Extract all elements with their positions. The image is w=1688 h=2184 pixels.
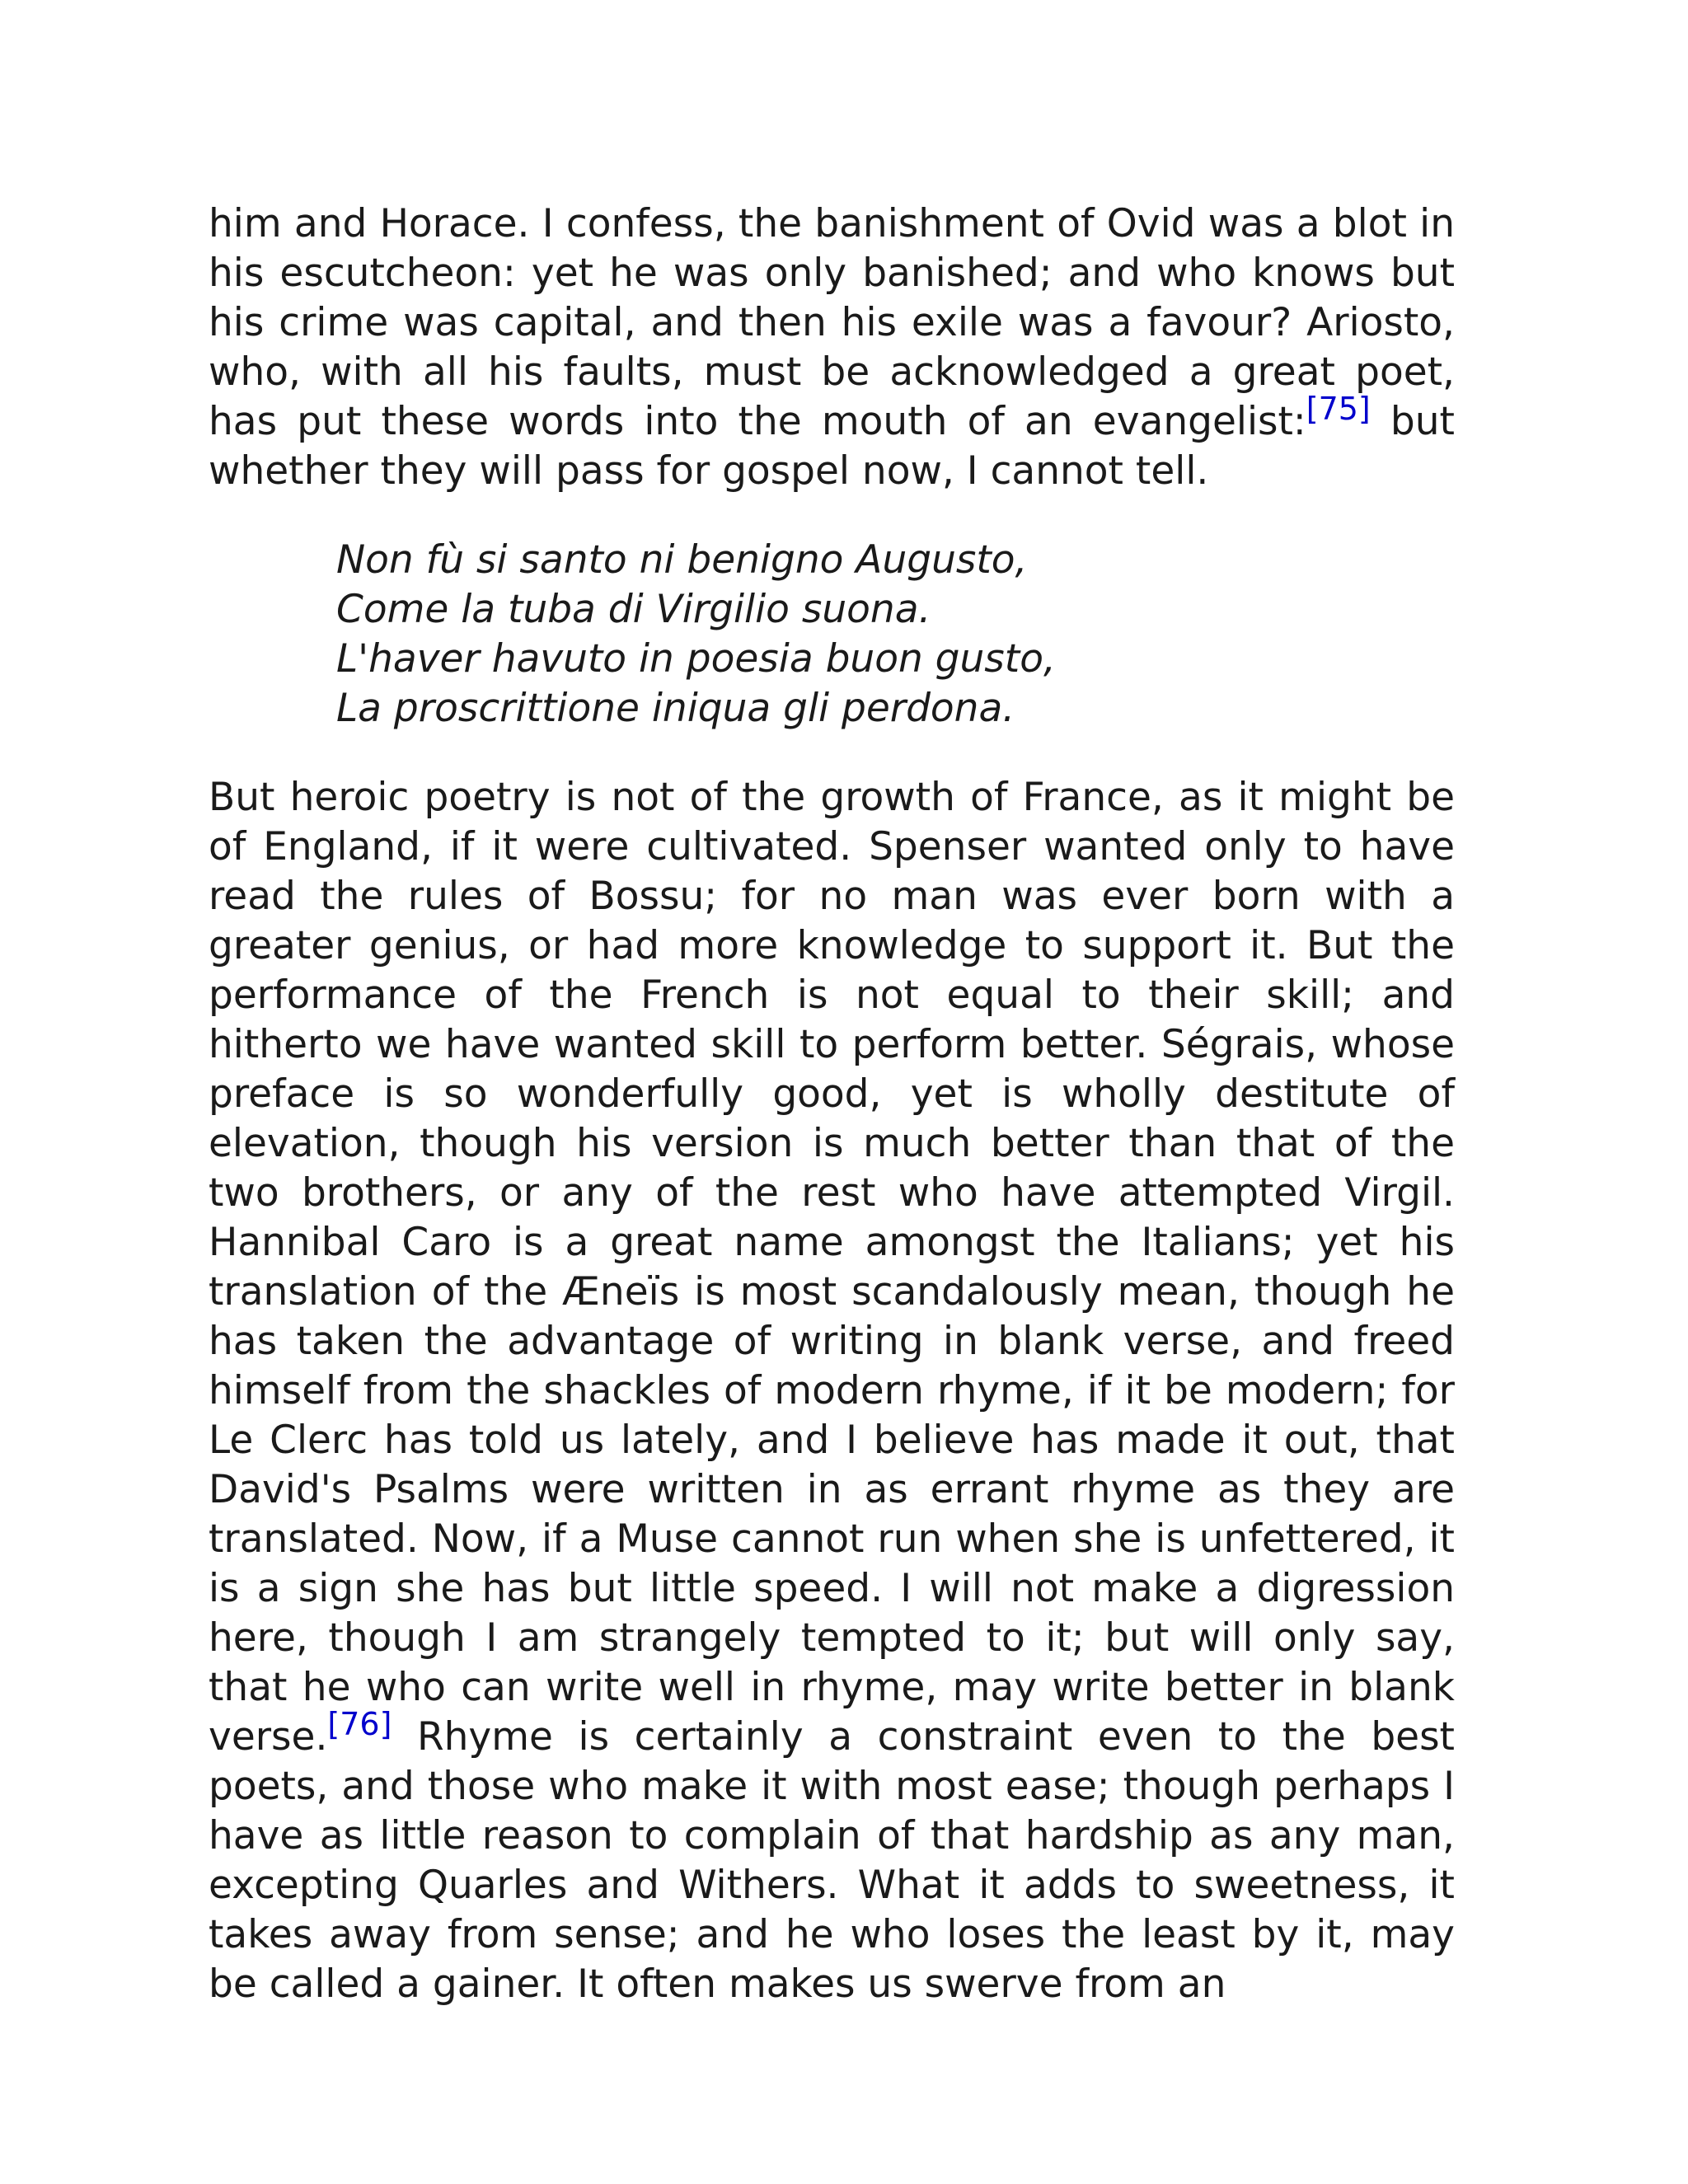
paragraph-1-text-b: but whether they will pass for gospel now, I cannot tell. — [209, 399, 1455, 494]
footnote-link-76[interactable]: [76] — [327, 1706, 392, 1742]
footnote-link-75[interactable]: [75] — [1306, 391, 1371, 427]
verse-line-4: La proscrittione iniqua gli perdona. — [336, 686, 1015, 731]
paragraph-1-text-a: him and Horace. I confess, the banishment of Ovid was a blot in his escutcheon: yet he was only banished; and who knows but his crime was capital, and then his exile was a favour? Ariosto, who, with all his faults, must be acknowledged a great poet, has put these words into the mouth of an evangelist: — [209, 201, 1455, 444]
paragraph-2-text-b: Rhyme is certainly a constraint even to the best poets, and those who make it with most ease; though perhaps I have as little reason to complain of that hardship as any man, excepting Quarles and Withers. What it adds to sweetness, it takes away from sense; and he who loses the least by it, may be called a gainer. It often makes us swerve from an — [209, 1714, 1455, 2007]
verse-line-2: Come la tuba di Virgilio suona. — [336, 587, 931, 632]
paragraph-2 — [209, 773, 1455, 2009]
paragraph-2-text-a: But heroic poetry is not of the growth of France, as it might be of England, if it were cultivated. Spenser wanted only to have read the rules of Bossu; for no man was ever born with a greater genius, or had more knowledge to support it. But the performance of the French is not equal to their skill; and hitherto we have wanted skill to perform better. Ségrais, whose preface is so wonderfully good, yet is wholly destitute of elevation, though his version is much better than that of the two brothers, or any of the rest who have attempted Virgil. Hannibal Caro is a great name amongst the Italians; yet his translation of the Æneïs is most scandalously mean, though he has taken the advantage of writing in blank verse, and freed himself from the shackles of modern rhyme, if it be modern; for Le Clerc has told us lately, and I believe has made it out, that David's Psalms were written in as errant rhyme as they are translated. Now, if a Muse cannot run when she is unfettered, it is a sign she has but little speed. I will not make a digression here, though I am strangely tempted to it; but will only say, that he who can write well in rhyme, may write better in blank verse. — [209, 775, 1455, 1760]
verse-quotation — [336, 536, 1455, 733]
page-body — [209, 199, 1455, 2009]
paragraph-1 — [209, 199, 1455, 496]
verse-line-1: Non fù si santo ni benigno Augusto, — [336, 537, 1028, 583]
verse-line-3: L'haver havuto in poesia buon gusto, — [336, 636, 1056, 682]
